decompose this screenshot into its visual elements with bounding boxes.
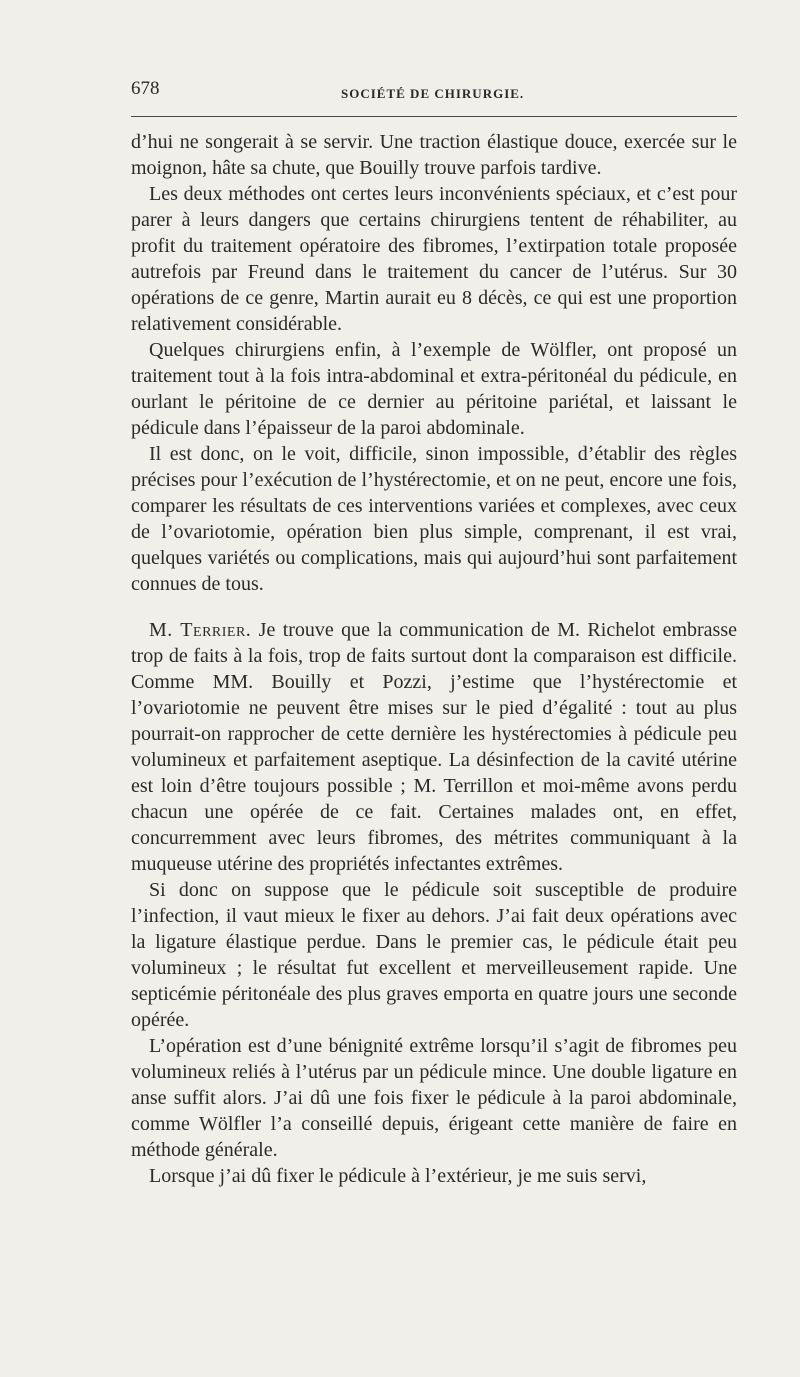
page-header — [131, 78, 737, 114]
paragraph: d’hui ne songerait à se servir. Une traction élastique douce, exercée sur le moignon, hâte sa chute, que Bouilly trouve parfois tardive. — [131, 131, 737, 179]
paragraph: Quelques chirurgiens enfin, à l’exemple de Wölfler, ont proposé un traitement tout à la fois intra-abdominal et extra-péritonéal du pédicule, en ourlant le péritoine de ce dernier au péritoine pariétal, et laissant le pédicule dans l’épaisseur de la paroi abdominale. — [131, 339, 737, 439]
speech-paragraph — [131, 617, 737, 877]
speaker-name: M. Terrier. — [149, 619, 252, 641]
paragraph: Il est donc, on le voit, difficile, sinon impossible, d’établir des règles précises pour l’exécution de l’hystérectomie, et on ne peut, encore une fois, comparer les résultats de ces interventions variées et complexes, avec ceux de l’ovariotomie, opération bien plus simple, comprenant, il est vrai, quelques variétés ou complications, mais qui aujourd’hui sont parfaitement connues de tous. — [131, 443, 737, 595]
header-rule — [131, 116, 737, 117]
page-number: 678 — [131, 78, 160, 99]
body-text — [131, 129, 737, 1189]
paragraph: Les deux méthodes ont certes leurs inconvénients spéciaux, et c’est pour parer à leurs dangers que certains chirurgiens tentent de réhabiliter, au profit du traitement opératoire des fibromes, l’extirpation totale proposée autrefois par Freund dans le traitement du cancer de l’utérus. Sur 30 opérations de ce genre, Martin aurait eu 8 décès, ce qui est une proportion relativement considérable. — [131, 183, 737, 335]
speech-text: Je trouve que la communication de M. Richelot embrasse trop de faits à la fois, trop de faits surtout dont la comparaison est difficile. Comme MM. Bouilly et Pozzi, j’estime que l’hystérectomie et l’ovariotomie ne peuvent être mises sur le pied d’égalité : tout au plus pourrait-on rapprocher de cette dernière les hystérectomies à pédicule peu volumineux et parfaitement aseptique. La désinfection de la cavité utérine est loin d’être toujours possible ; M. Terrillon et moi-même avons perdu chacun une opérée de ce fait. Certaines malades ont, en effet, concurremment avec leurs fibromes, des métrites communiquant à la muqueuse utérine des propriétés infectantes extrêmes. — [131, 619, 737, 875]
paragraph: Lorsque j’ai dû fixer le pédicule à l’extérieur, je me suis servi, — [149, 1165, 647, 1187]
paragraph: Si donc on suppose que le pédicule soit susceptible de produire l’infection, il vaut mieux le fixer au dehors. J’ai fait deux opérations avec la ligature élastique perdue. Dans le premier cas, le pédicule était peu volumineux ; le résultat fut excellent et merveilleusement rapide. Une septicémie péritonéale des plus graves emporta en quatre jours une seconde opérée. — [131, 879, 737, 1031]
paragraph: L’opération est d’une bénignité extrême lorsqu’il s’agit de fibromes peu volumineux reliés à l’utérus par un pédicule mince. Une double ligature en anse suffit alors. J’ai dû une fois fixer le pédicule à la paroi abdominale, comme Wölfler l’a conseillé depuis, érigeant cette manière de faire en méthode générale. — [131, 1035, 737, 1161]
running-title: SOCIÉTÉ DE CHIRURGIE. — [341, 86, 525, 101]
